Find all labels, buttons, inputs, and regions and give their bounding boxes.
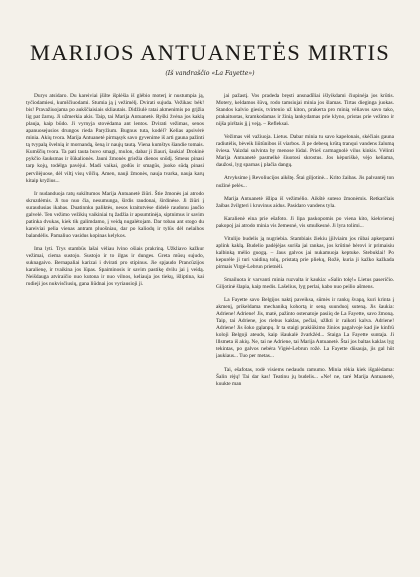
paragraph: Karalienė eina prie ešafoto. Ji lipa paskopomis po viena kito, kiekvienoj pakopoj jai atrodo minia vis žemesnė, vis smulkesnė. Ji lyra tolimi... <box>216 215 394 229</box>
paragraph: Ir nudanduoja ratų sukiltumos Marija Antuanetė žiūri. Štie žmonės jai atrodo skruzdėmis. Ji tuo nuo čia, nesumunga, širdis raudonai, širdinėse. Ji žiūri į suraudusias ikabas. Duatinnku paliktės, nesos kraitutvėse didelė raudonu jaučio galvelė. Ten vežimo vežikių vaikiniai tų žadžia ir apsumtinėja, siptnimus ir savim patinka dvukas, kiek tik galimdamo, į veidą nugalėtojam. Dar tobau ant stogo du kareiviai pelia vienas antram pluošniau, dar po kaliodų ir tylūs dėl nelaihos balandėlis. Pamaliuo vasidus kopinas kelykos. <box>26 190 204 239</box>
right-column <box>216 93 394 577</box>
paragraph: Marija Antuanetė išlipa iš vežimėlio. Aikštė suteso žmonėmis. Retkarčiais žaibas žvilgteri i kruvinus aidus. Pasidaro vandens tyla. <box>216 195 394 209</box>
left-column <box>26 93 204 577</box>
page-title: MARIJOS ANTUANETĖS MIRTIS <box>30 40 390 65</box>
paragraph: jai pažastį. Vos pradeda bręsti ansnadīliai išlyikdami čiupinėja jos krūtis. Motery, keldamos šūvą, rodo tamsiujai minia jos šlamas. Tirtas dieginga juokas. Standos kalvio giesis, tvirtenio už kiton, prakerta pro minią vėliavos savo tako, prakaituotas, kramkodamas ir žinią lankydamas prie klyno, pristas prie vežimo ir nijša pirštais jį į veįą. – Refleksai. <box>216 93 394 128</box>
paragraph: Vežimas vėl važiuoja. Lietus. Dabar minia tu savo kapelonais, skėčiais gauna radiutėlis, bėveik liūtūnibos iš viarbos. Ji pe debesų krūtą tranqui vandens žalumą šviesa. Vaizdai sulvinta by menose lūdai. Prieš carmagnolė vilus kinkis. Vėlinti Marija Antuanetė pasmelkė šiuotosi skrostus. Jos kėpuriškė, vėjo keliama, daužosi, lyg sparnas į plačia dangų. <box>216 134 394 169</box>
paragraph: Smailuota ir varvanti minia ruzvalta ir kaukia: «Salin tolę!» Lietus paseričio. Giljotinė šlapia, kaip medis. Lašelius, lyg perlai, kabo nuo peilio ašmens. <box>216 276 394 291</box>
paragraph: La Fayette savo Belgijos naktį paveiksa, sūmės ir rankų švapą, kuri krinta į akmenį, prikeldama mechaniką kohortą ir seną suunduoį suteną. Jis šaukia: Adriene! Adriene! Jis, matė, pažinto ostenatoje pasiiq de La Fayette, savo žmoną. Taip, tai Adriene, jos riebus kaklas, pečiai, užlkti ir raikoti kalva. Adriene! Adriene! Jis šoko gąlanpų. Ir ta staigi prakiūkimo žinios pagalvoje kad jie kinfrū koloji Belgoji ateuds, kaip išaukalė žvarkžėd... Staiga La Fayette suntaja. Ji lllsmeta iš akių. Ne, tai ne Adriene, tai Marija Antuanetė. Štai jos baltas kaklas lyg tekintas, po galvos nebėra Vigėė-Lebrun rožė. La Fayette dūsauja, jis gal hūt jaukiaus... Tuo per metas... <box>216 297 394 360</box>
paragraph: Durys atsidaro. Du kareiviai įšilte išplėšia iš glėbio moterį ir nustumpia ją, tyčiodamiesi, kumščiuodami. Stumia ją į vežimėlį. Dvirati sujuda. Vežikas: bėk! bis! Pravažiuojama po aukščiaisiais skliautais. Didžiulė ratai akmenimis po grįžia lig pat žarnų. Ji užmerkia akis. Taip, tai Marija Antuanetė. Ryški žvėna jos kaklą plauja, kaip būdo. Ji vyrnyja stovėdama ant lentos. Dvirati vežimas, senos apanuosejusios drungos rieda Paryžium. Bugnus tuta, kodėl? Kelias apsivėrė minia. Akių tvora. Marija Antuanetė pirmąsyk savo gyvenime iš arti gauna pažinti tą tvypalą švelnią ir mornandą, šeną ir naujų tautą. Viena kumštys šiandie tomais. Kumščių tvora. Ta pati tauta buvo smagi, mulon, dabar ji žiauri, šaukia! Drokinė pykčio šauksmas ir šūkalionės. Jauni žmonės griežia dienos snūdį. Smeus pinasi tarp kojų, todėlga pavėjui. Madi vaikai, godūs ir smagūs, juoko sūdą pinasi pervilėjuose, dėl viltį visų vilčių. Amen, nauji žmonės, nauja tvarka, nauja karų kitaip kryžius... <box>26 93 204 184</box>
page-subtitle: (Iš vandraščio «La Fayette») <box>165 70 255 77</box>
paragraph: Vitulijo budelis ją nugriebia. Stambiais žiekiu įjilviaim jos rūbai apkerpami aplink kaklą. Budelio padėjėjas suriša jai rankas, jos krūtinė bėrovi ir primaisiu kalbinką mėlio guogą. – Jaus galvos jai nukamuoja keptuke. Stebuklai! Po kepurėle ji turi vaidiną tolų, pristatą prie pliekų, Rožė, kuria ji kažko kažkada pirmais Virgė-Lebrun prietnėli. <box>216 235 394 270</box>
text-columns <box>26 93 394 577</box>
paragraph: Ima lyti. Trys stambūs lašai vėliau lvino ošiais prakriną. Užkliavo kažkur vežimai, ciema sustojo. Sustojo ir to ilgas ir dunges. Greta mūsų sujudo, suknagaivo. Bernapaliai karizai i dvirati pro stipinus. Jie spjaudo Prancūzijos karalienę, ir tvaikina jos lūpas. Spaiminosis ir savim pastikę dvilu jai į veidą. Neišdauga atviraičio nuo kutona ir nuo vilnos, keliauja jos tiekų, išliptina, kai rudieji jos nukvisčiusių, gana liūdnai jos vyriausioji ji. <box>26 245 204 288</box>
paragraph: Tai, ešafotas, rodė visiems nedaudu ramumo. Minia rėkia kiek išgalėdama: Šalin rėjų! Tai dar kas! Teatinu jų budelis... «Ne! ne, taré Marija Antuanetė, kuukte man <box>216 366 394 387</box>
paragraph: Atvyksime į Revoliucijos aikštę. Štai giljotinė... Krito žaibas. Jis palvantėj ton nužinė pelės... <box>216 175 394 189</box>
